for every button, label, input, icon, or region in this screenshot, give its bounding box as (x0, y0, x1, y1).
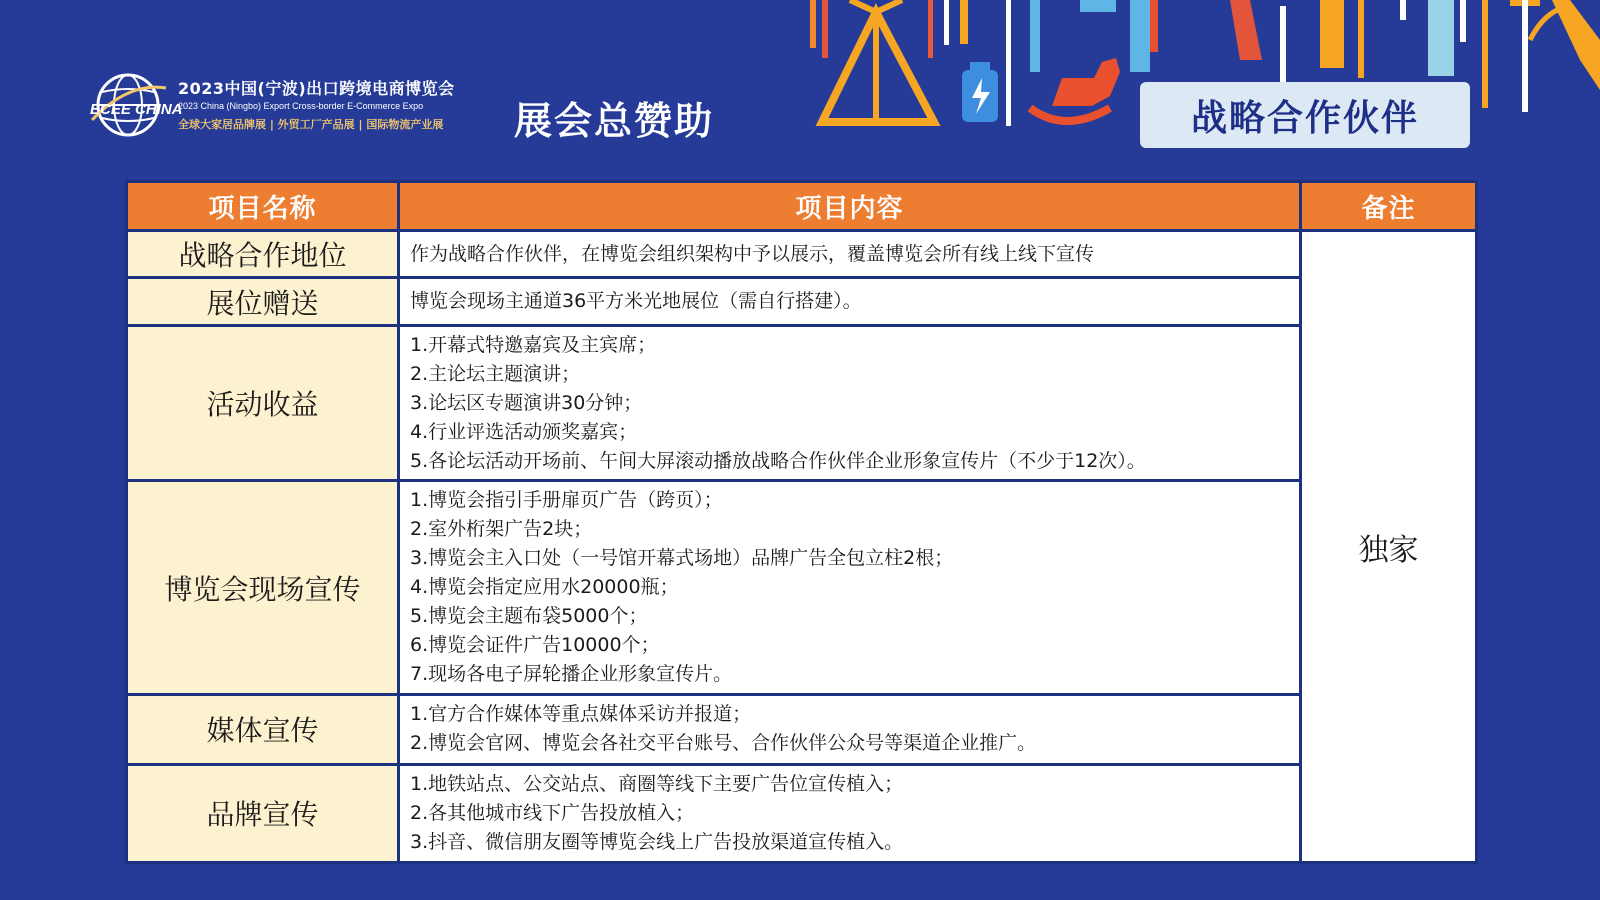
partner-tier-badge: 战略合作伙伴 (1140, 82, 1470, 148)
table-row (127, 326, 1477, 481)
row-content (399, 231, 1301, 278)
content-line: 2.室外桁架广告2块； (410, 518, 593, 541)
content-line: 2.各其他城市线下广告投放植入； (410, 801, 695, 824)
content-line: 5.各论坛活动开场前、午间大屏滚动播放战略合作伙伴企业形象宣传片（不少于12次）。 (410, 449, 1146, 472)
table-row (127, 278, 1477, 326)
content-line: 3.博览会主入口处（一号馆开幕式场地）品牌广告全包立柱2根； (410, 547, 954, 570)
content-line: 1.开幕式特邀嘉宾及主宾席； (410, 333, 657, 356)
expo-title-en: 2023 China (Ningbo) Export Cross-border E-Commerce Expo (178, 101, 424, 111)
remark-exclusive: 独家 (1301, 231, 1477, 863)
content-line: 4.行业评选活动颁奖嘉宾； (410, 420, 638, 443)
content-line: 5.博览会主题布袋5000个； (410, 605, 648, 628)
expo-logo (88, 72, 488, 142)
globe-logo-icon (88, 72, 183, 138)
expo-subtitle: 全球大家居品牌展 | 外贸工厂产品展 | 国际物流产业展 (178, 118, 444, 131)
content-line: 博览会现场主通道36平方米光地展位（需自行搭建）。 (410, 290, 862, 313)
row-name: 展位赠送 (127, 278, 399, 326)
header-remark: 备注 (1301, 182, 1477, 231)
row-name: 媒体宣传 (127, 694, 399, 764)
logo-mark-text: ECEE CHINA (90, 101, 183, 118)
sponsorship-table (125, 180, 1475, 864)
content-line: 1.官方合作媒体等重点媒体采访并报道； (410, 703, 752, 726)
row-content (399, 694, 1301, 764)
header-item-content: 项目内容 (399, 182, 1301, 231)
content-line: 3.抖音、微信朋友圈等博览会线上广告投放渠道宣传植入。 (410, 830, 904, 853)
table-header-row (127, 182, 1477, 231)
row-content (399, 278, 1301, 326)
expo-title-cn: 2023中国(宁波)出口跨境电商博览会 (178, 79, 455, 98)
content-line: 7.现场各电子屏轮播企业形象宣传片。 (410, 663, 733, 686)
content-line: 2.主论坛主题演讲； (410, 362, 581, 385)
content-line: 2.博览会官网、博览会各社交平台账号、合作伙伴公众号等渠道企业推广。 (410, 732, 1037, 755)
row-name: 博览会现场宣传 (127, 481, 399, 694)
table-row (127, 764, 1477, 862)
content-line: 作为战略合作伙伴，在博览会组织架构中予以展示，覆盖博览会所有线上线下宣传 (410, 242, 1095, 265)
row-content (399, 481, 1301, 694)
table-row (127, 481, 1477, 694)
row-content (399, 764, 1301, 862)
content-line: 4.博览会指定应用水20000瓶； (410, 576, 679, 599)
content-line: 6.博览会证件广告10000个； (410, 634, 660, 657)
table-row (127, 231, 1477, 278)
content-line: 1.博览会指引手册扉页广告（跨页）； (410, 489, 723, 512)
row-name: 活动收益 (127, 326, 399, 481)
content-line: 1.地铁站点、公交站点、商圈等线下主要广告位宣传植入； (410, 772, 904, 795)
content-line: 3.论坛区专题演讲30分钟； (410, 391, 643, 414)
row-name: 品牌宣传 (127, 764, 399, 862)
row-name: 战略合作地位 (127, 231, 399, 278)
header-item-name: 项目名称 (127, 182, 399, 231)
row-content (399, 326, 1301, 481)
table-row (127, 694, 1477, 764)
page-title: 展会总赞助 (514, 99, 715, 143)
